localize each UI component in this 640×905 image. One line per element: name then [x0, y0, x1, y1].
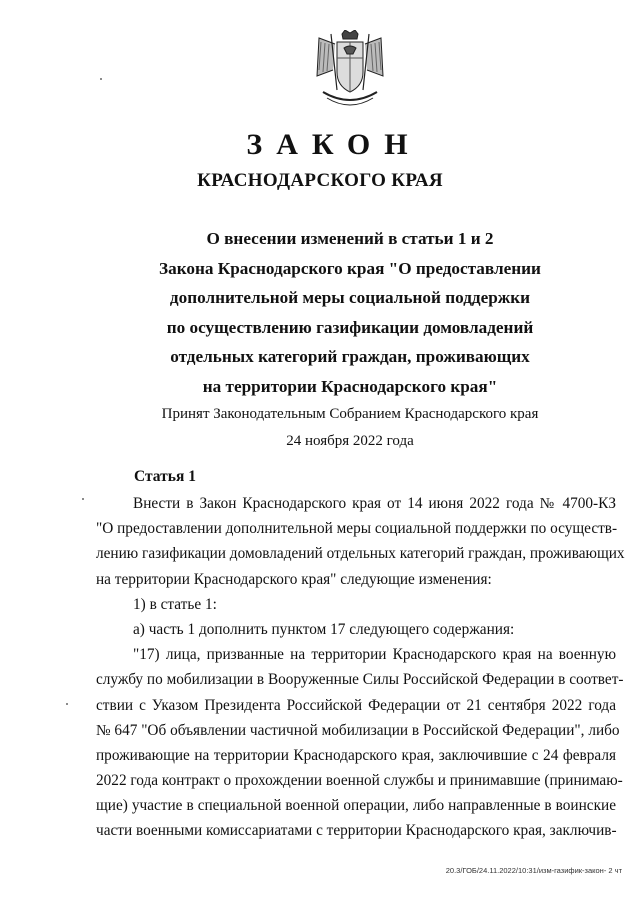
- article-body: [96, 491, 625, 844]
- scan-speck: [82, 498, 84, 500]
- subject-line: дополнительной меры социальной поддержки: [169, 288, 531, 307]
- paragraph-line: на территории Краснодарского края" следующие изменения:: [96, 570, 492, 588]
- paragraph-line: проживающие на территории Краснодарского края, заключившие с 24 февраля: [96, 746, 616, 764]
- paragraph-line: ствии с Указом Президента Российской Федерации от 21 сентября 2022 года: [96, 696, 616, 714]
- paragraph-line: 2022 года контракт о прохождении военной службы и принимавшие (принимаю-: [96, 772, 623, 790]
- subject-line: О внесении изменений в статьи 1 и 2: [206, 229, 494, 248]
- paragraph-line: "О предоставлении дополнительной меры социальной поддержки по осуществ-: [96, 520, 618, 538]
- subject-line: Закона Краснодарского края "О предоставлении: [159, 258, 541, 278]
- coat-of-arms-icon: [313, 30, 387, 110]
- adoption-line: Принят Законодательным Собранием Краснодарского края: [161, 406, 539, 422]
- scan-speck: [66, 703, 68, 705]
- paragraph-line: лению газификации домовладений отдельных категорий граждан, проживающих: [96, 545, 625, 563]
- paragraph-line: части военными комиссариатами с территории Краснодарского края, заключив-: [96, 822, 617, 840]
- scan-speck: [100, 78, 102, 80]
- paragraph-line: щие) участие в специальной военной операции, либо направленные в воинские: [96, 797, 616, 815]
- paragraph-line: № 647 "Об объявлении частичной мобилизации в Российской Федерации", либо: [96, 721, 620, 739]
- adoption-note: [100, 401, 600, 455]
- paragraph-line: 1) в статье 1:: [133, 595, 217, 613]
- article-heading: Статья 1: [134, 468, 196, 485]
- paragraph-line: Внести в Закон Краснодарского края от 14 июня 2022 года № 4700-КЗ: [133, 495, 616, 512]
- adoption-date: 24 ноября 2022 года: [286, 433, 414, 449]
- paragraph-line: "17) лица, призванные на территории Краснодарского края на военную: [133, 646, 616, 664]
- footer-stamp: 20.3/ГОБ/24.11.2022/10:31/изм-газифик-закон- 2 чт: [445, 866, 622, 875]
- paragraph-line: а) часть 1 дополнить пунктом 17 следующего содержания:: [133, 620, 515, 638]
- subject-line: на территории Краснодарского края": [202, 376, 498, 396]
- region-title: КРАСНОДАРСКОГО КРАЯ: [197, 170, 443, 191]
- paragraph-line: службу по мобилизации в Вооруженные Силы Российской Федерации в соответ-: [96, 671, 624, 689]
- subject-line: отдельных категорий граждан, проживающих: [170, 347, 530, 366]
- document-title: ЗАКОН: [246, 128, 422, 161]
- law-subject: [100, 224, 600, 401]
- subject-line: по осуществлению газификации домовладений: [166, 317, 534, 337]
